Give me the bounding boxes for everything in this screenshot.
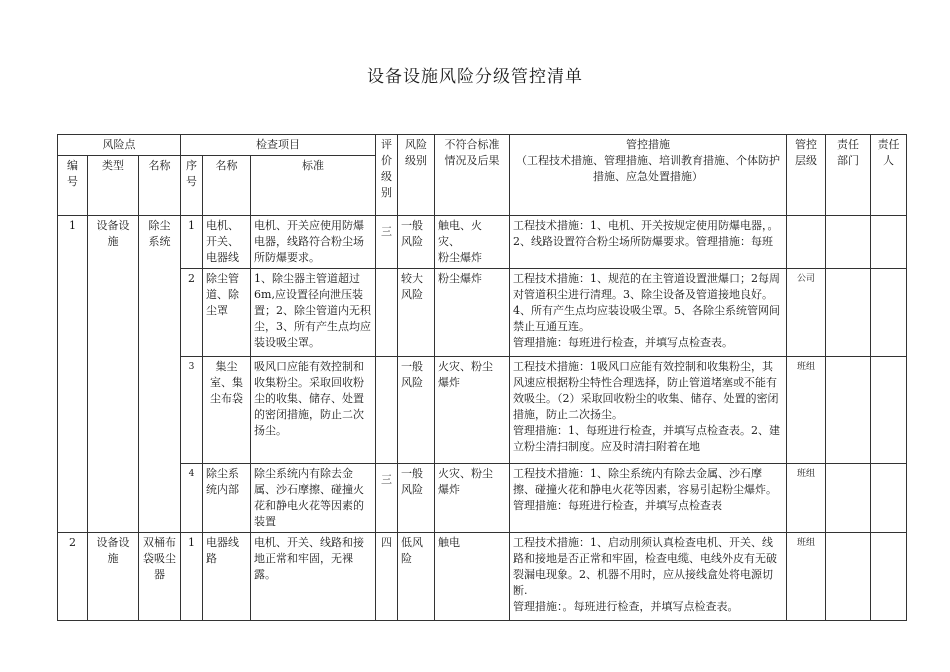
group-no: 1 <box>58 216 88 533</box>
row-eval <box>376 269 398 357</box>
row-consequence: 触电 <box>435 533 510 621</box>
row-standard: 电机、开关应使用防爆电器，线路符合粉尘场所防爆要求。 <box>251 216 376 269</box>
row-consequence: 粉尘爆炸 <box>435 269 510 357</box>
row-consequence: 火灾、粉尘 爆炸 <box>435 464 510 533</box>
row-control: 工程技术措施：1、电机、开关按规定使用防爆电器，。 2、线路设置符合粉尘场所防爆要求。管理措施：每班 <box>510 216 787 269</box>
page-title: 设备设施风险分级管控清单 <box>367 67 583 87</box>
header-risk-point: 风险点 <box>58 135 181 156</box>
row-seq: 3 <box>181 357 203 464</box>
risk-control-table <box>57 134 907 621</box>
row-dept <box>826 357 871 464</box>
row-risk: 低风 险 <box>398 533 435 621</box>
row-seq: 1 <box>181 216 203 269</box>
group-name: 除尘 系统 <box>139 216 181 533</box>
row-name: 集尘 室、集 尘布袋 <box>203 357 251 464</box>
row-control-level: 班组 <box>787 533 826 621</box>
group-name: 双桶布 袋吸尘 器 <box>139 533 181 621</box>
row-dept <box>826 533 871 621</box>
row-control-level <box>787 216 826 269</box>
row-name: 除尘系 统内部 <box>203 464 251 533</box>
row-dept <box>826 464 871 533</box>
row-seq: 2 <box>181 269 203 357</box>
header-control-measures <box>510 135 787 216</box>
row-person <box>871 357 907 464</box>
header-control-level: 管控 层级 <box>787 135 826 216</box>
row-person <box>871 533 907 621</box>
header-seq: 序 号 <box>181 156 203 216</box>
row-seq: 4 <box>181 464 203 533</box>
row-eval <box>376 357 398 464</box>
header-control-title: 管控措施 <box>626 138 671 151</box>
group-no: 2 <box>58 533 88 621</box>
header-type: 类型 <box>88 156 139 216</box>
row-name: 除尘管 道、除 尘罩 <box>203 269 251 357</box>
row-control: 工程技术措施：1、启动刖须认真检查电机、开关、线路和接地是否正常和牢固，检查电缆、电线外皮有无破裂漏电现象。2、机器不用时，应从接线盒处将电源切断. 管理措施：。每班进行检查，并填写点检查表。 <box>510 533 787 621</box>
row-control: 工程技术措施：1、除尘系统内有除去金属、沙石摩擦、碰撞火花和静电火花等因素，容易引起粉尘爆炸。 管理措施：每班进行检查，并填写点检查表 <box>510 464 787 533</box>
header-resp-dept: 责任 部门 <box>826 135 871 216</box>
row-dept <box>826 216 871 269</box>
header-control-subtitle: （工程技术措施、管理措施、培训教育措施、个体防护措施、应急处置措施） <box>516 154 781 183</box>
row-standard: 电机、开关、线路和接地正常和牢固，无裸露。 <box>251 533 376 621</box>
row-eval: 三 <box>376 216 398 269</box>
table-row <box>58 269 907 357</box>
row-consequence: 火灾、粉尘 爆炸 <box>435 357 510 464</box>
table-row <box>58 464 907 533</box>
row-dept <box>826 269 871 357</box>
row-control-level: 公司 <box>787 269 826 357</box>
row-risk: 较大 风险 <box>398 269 435 357</box>
group-type: 设备设 施 <box>88 216 139 533</box>
header-no: 编 号 <box>58 156 88 216</box>
row-control-level: 班组 <box>787 357 826 464</box>
row-consequence: 触电、火 灾、 粉尘爆炸 <box>435 216 510 269</box>
table-row <box>58 357 907 464</box>
row-eval: 三 <box>376 464 398 533</box>
row-control: 工程技术措施：1、规范的在主管道设置泄爆口；2每周对管道积尘进行清理。3、除尘设备及管道接地良好。4、所有产生点均应装设吸尘罩。5、各除尘系统管网间禁止互通互连。 管理措施：每班进行检查，并填写点检查表。 <box>510 269 787 357</box>
row-risk: 一般 风险 <box>398 464 435 533</box>
row-control: 工程技术措施：1吸风口应能有效控制和收集粉尘，其风速应根据粉尘特性合理选择，防止管道堵塞或不能有效吸尘。（2）采取回收粉尘的收集、储存、处置的密闭措施，防止二次扬尘。 管理措施：1、每班进行检查，并填写点检查表。2、建立粉尘清扫制度。应及时清扫附着在地 <box>510 357 787 464</box>
row-person <box>871 216 907 269</box>
table-row <box>58 216 907 269</box>
row-person <box>871 464 907 533</box>
header-risk-level: 风险 级别 <box>398 135 435 216</box>
header-check-item: 检查项目 <box>181 135 376 156</box>
row-risk: 一般 风险 <box>398 357 435 464</box>
header-resp-person: 责任 人 <box>871 135 907 216</box>
row-name: 电机、 开关、 电器线 <box>203 216 251 269</box>
table-row <box>58 533 907 621</box>
row-person <box>871 269 907 357</box>
group-type: 设备设 施 <box>88 533 139 621</box>
header-name: 名称 <box>139 156 181 216</box>
header-row-1 <box>58 135 907 156</box>
row-standard: 除尘系统内有除去金属、沙石摩擦、碰撞火花和静电火花等因素的装置 <box>251 464 376 533</box>
row-standard: 1、除尘器主管道超过6m,应设置径向泄压装置；2、除尘管道内无积尘，3、所有产生点均应装设吸尘罩。 <box>251 269 376 357</box>
header-eval-level: 评 价 级 别 <box>376 135 398 216</box>
row-control-level: 班组 <box>787 464 826 533</box>
row-name: 电器线 路 <box>203 533 251 621</box>
header-item-name: 名称 <box>203 156 251 216</box>
header-nonconformity: 不符合标准 情况及后果 <box>435 135 510 216</box>
row-eval: 四 <box>376 533 398 621</box>
row-seq: 1 <box>181 533 203 621</box>
row-risk: 一般 风险 <box>398 216 435 269</box>
header-standard: 标准 <box>251 156 376 216</box>
row-standard: 吸风口应能有效控制和收集粉尘。采取回收粉尘的收集、储存、处置的密闭措施，防止二次扬尘。 <box>251 357 376 464</box>
